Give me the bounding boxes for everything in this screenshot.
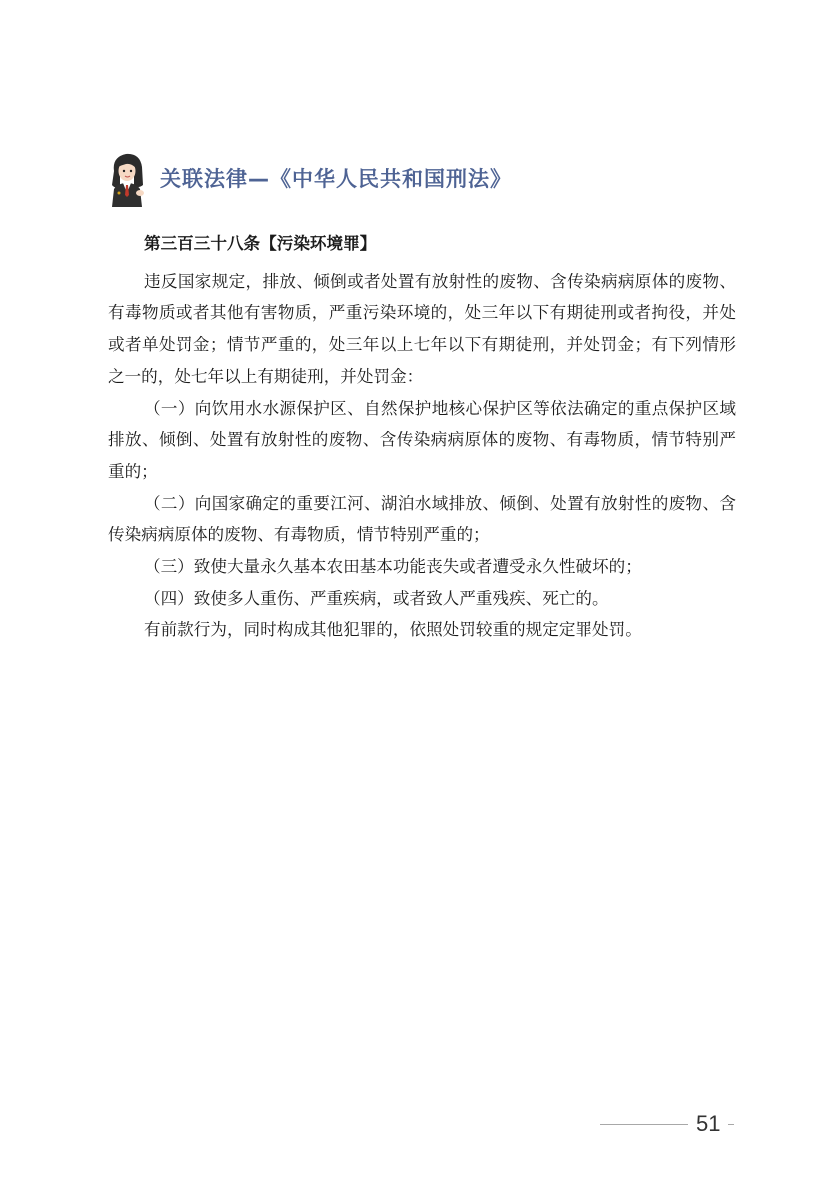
paragraph: （一）向饮用水水源保护区、自然保护地核心保护区等依法确定的重点保护区域排放、倾倒、处置有放射性的废物、含传染病病原体的废物、有毒物质，情节特别严重的； [108,398,736,481]
footer-divider [600,1124,688,1125]
paragraph: （四）致使多人重伤、严重疾病，或者致人严重残疾、死亡的。 [144,588,609,608]
footer-tick [728,1124,734,1125]
related-law-title: 关联法律—《中华人民共和国刑法》 [160,167,512,191]
lawyer-avatar-icon [104,149,152,207]
paragraph: 违反国家规定，排放、倾倒或者处置有放射性的废物、含传染病病原体的废物、有毒物质或者其他有害物质，严重污染环境的，处三年以下有期徒刑或者拘役，并处或者单处罚金；情节严重的，处三年以上七年以下有期徒刑，并处罚金；有下列情形之一的，处七年以上有期徒刑，并处罚金： [108,271,736,386]
page-footer [600,1111,734,1137]
article-title: 第三百三十八条【污染环境罪】 [144,234,377,253]
section-header [104,148,512,208]
paragraph: （二）向国家确定的重要江河、湖泊水域排放、倾倒、处置有放射性的废物、含传染病病原体的废物、有毒物质，情节特别严重的； [108,493,736,545]
paragraph: （三）致使大量永久基本农田基本功能丧失或者遭受永久性破坏的； [144,557,642,577]
article-body [108,228,736,646]
page-number: 51 [696,1111,721,1136]
paragraph: 有前款行为，同时构成其他犯罪的，依照处罚较重的规定定罪处罚。 [144,620,642,640]
